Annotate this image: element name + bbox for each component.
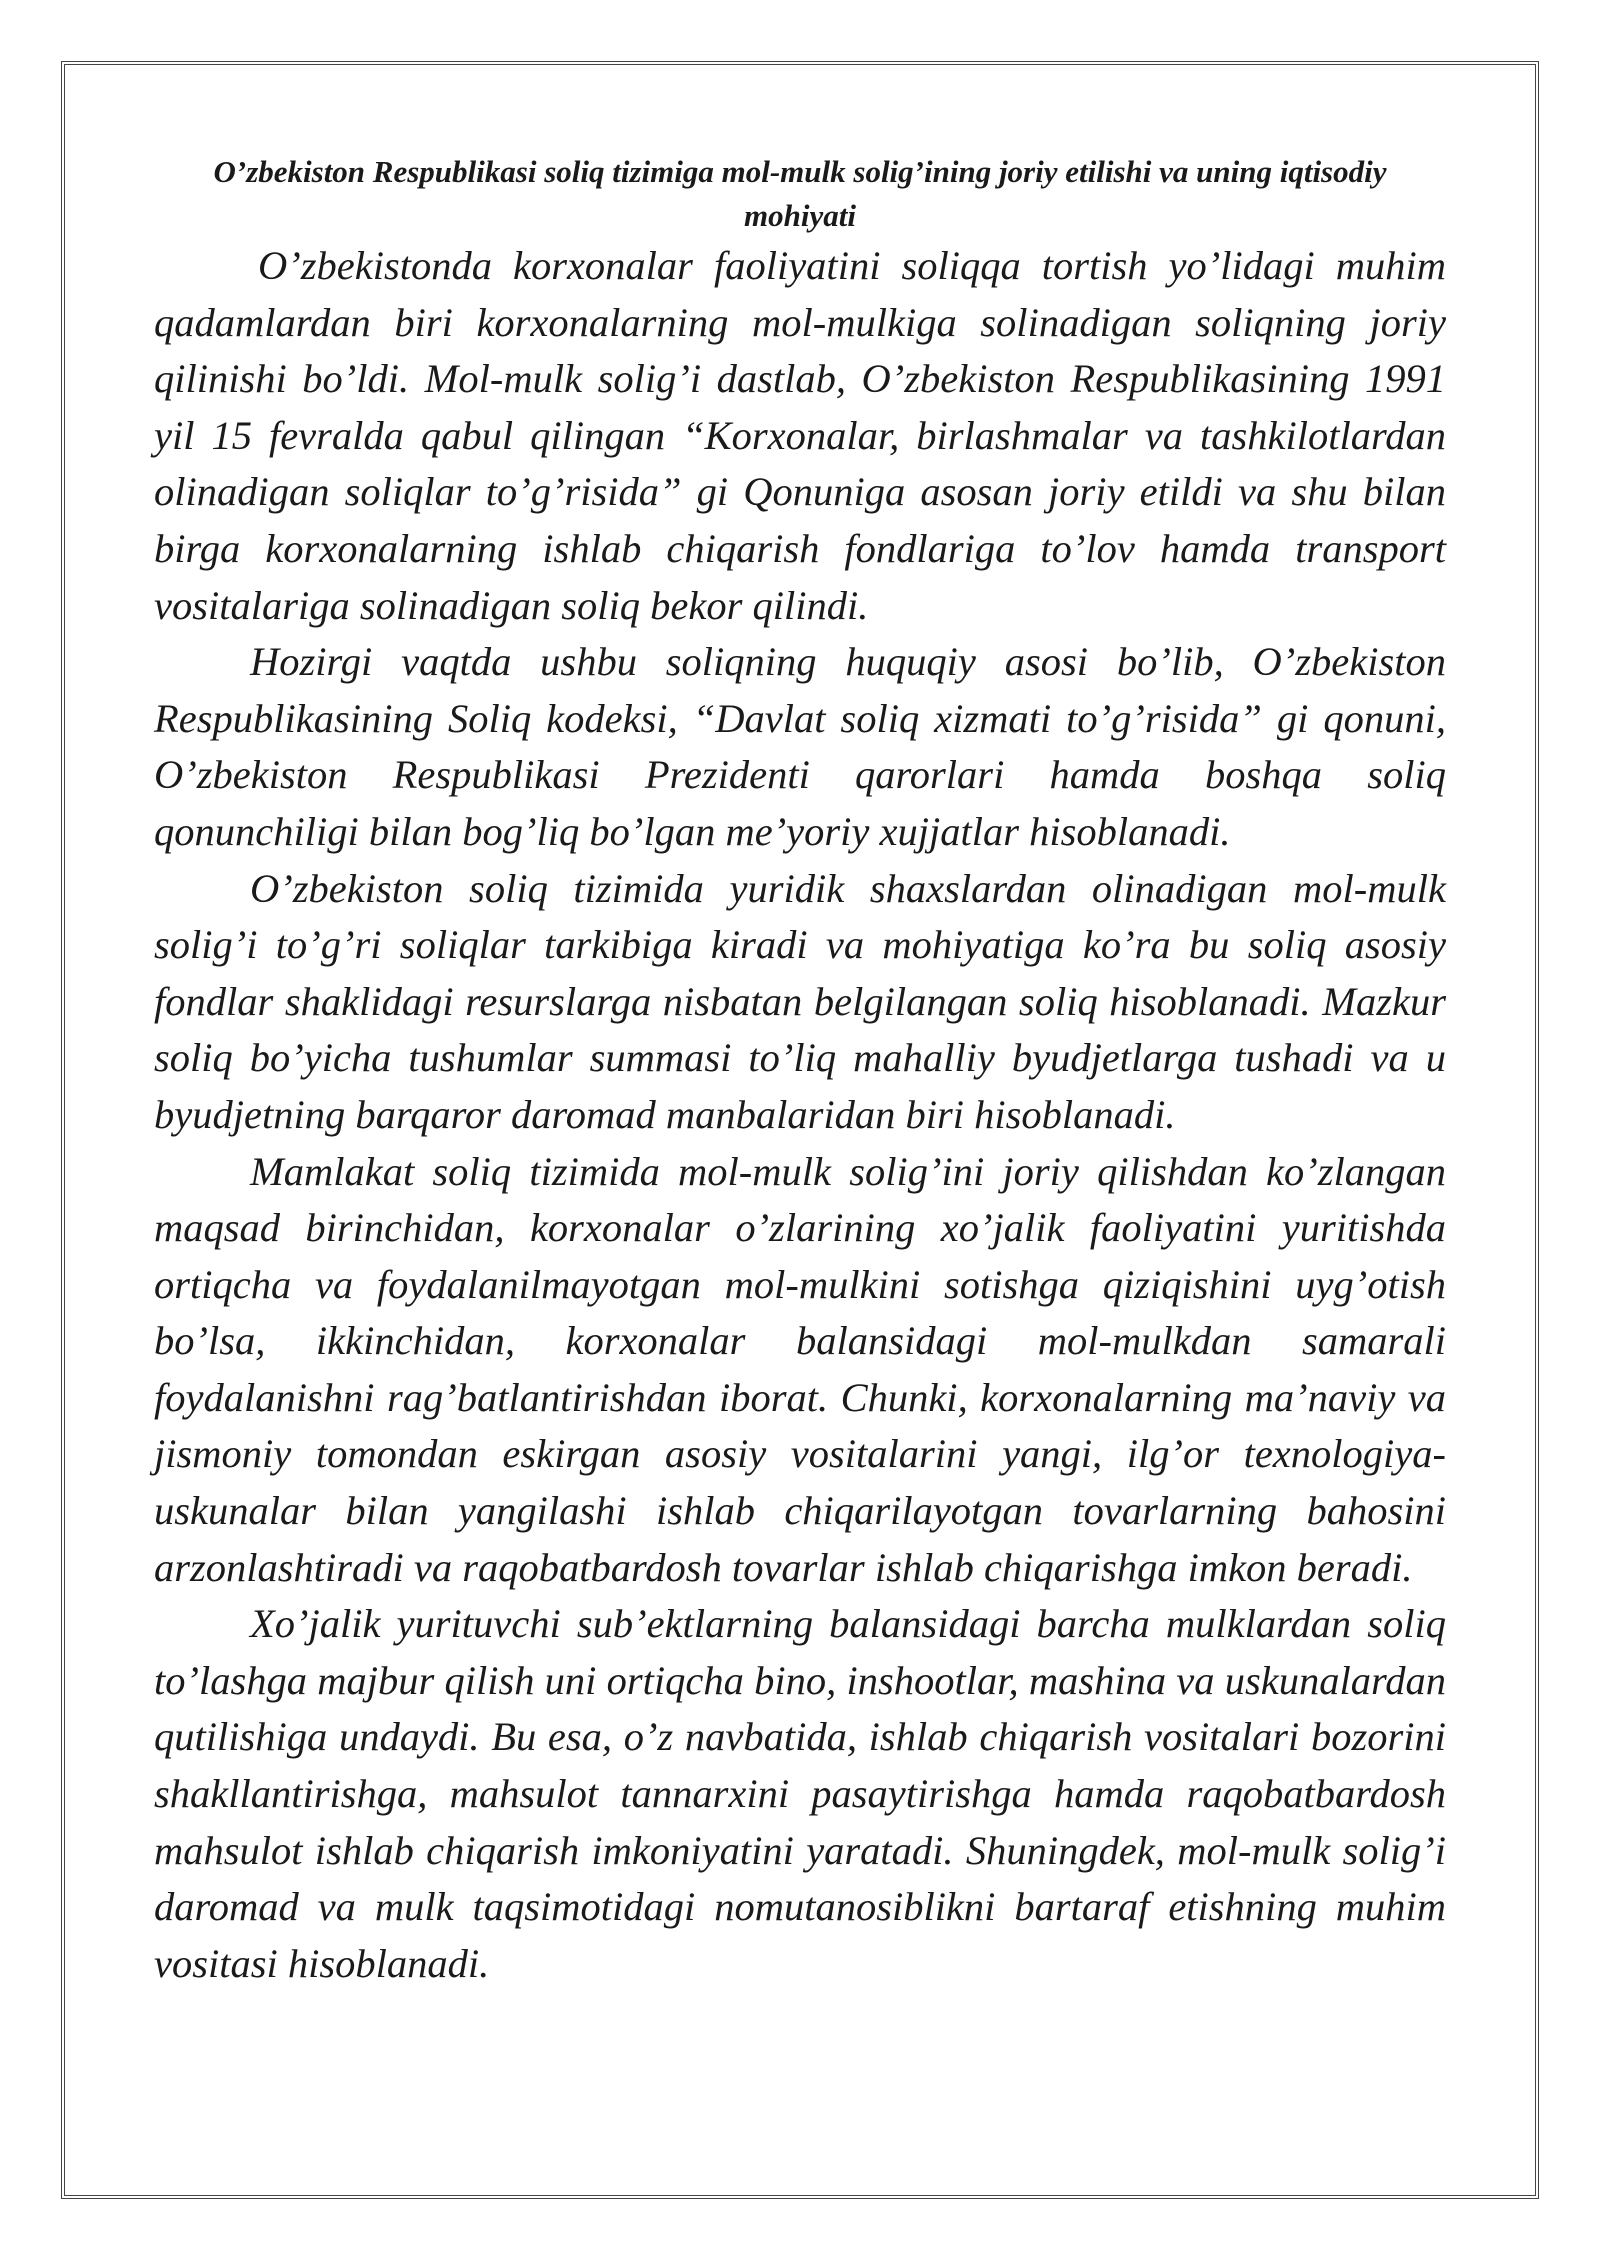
paragraph-2: Hozirgi vaqtda ushbu soliqning huquqiy asosi bo’lib, O’zbekiston Respublikasining Soliq kodeksi, “Davlat soliq xizmati to’g’risida” gi qonuni, O’zbekiston Respublikasi Prezidenti qarorlari hamda boshqa soliq qonunchiligi bilan bog’liq bo’lgan me’yoriy xujjatlar hisoblanadi.	[154, 639, 1446, 854]
document-body	[154, 150, 1446, 1992]
document-title: O’zbekiston Respublikasi soliq tizimiga mol-mulk solig’ining joriy etilishi va uning iqtisodiy mohiyati	[213, 154, 1387, 233]
paragraph-1: O’zbekistonda korxonalar faoliyatini soliqqa tortish yo’lidagi muhim qadamlardan biri korxonalarning mol-mulkiga solinadigan soliqning joriy qilinishi bo’ldi. Mol-mulk solig’i dastlab, O’zbekiston Respublikasining 1991 yil 15 fevralda qabul qilingan “Korxonalar, birlashmalar va tashkilotlardan olinadigan soliqlar to’g’risida” gi Qonuniga asosan joriy etildi va shu bilan birga korxonalarning ishlab chiqarish fondlariga to’lov hamda transport vositalariga solinadigan soliq bekor qilindi.	[154, 243, 1446, 628]
paragraph-4: Mamlakat soliq tizimida mol-mulk solig’ini joriy qilishdan ko’zlangan maqsad birinchidan, korxonalar o’zlarining xo’jalik faoliyatini yuritishda ortiqcha va foydalanilmayotgan mol-mulkini sotishga qiziqishini uyg’otish bo’lsa, ikkinchidan, korxonalar balansidagi mol-mulkdan samarali foydalanishni rag’batlantirishdan iborat. Chunki, korxonalarning ma’naviy va jismoniy tomondan eskirgan asosiy vositalarini yangi, ilg’or texnologiya-uskunalar bilan yangilashi ishlab chiqarilayotgan tovarlarning bahosini arzonlashtiradi va raqobatbardosh tovarlar ishlab chiqarishga imkon beradi.	[154, 1148, 1446, 1590]
paragraph-3: O’zbekiston soliq tizimida yuridik shaxslardan olinadigan mol-mulk solig’i to’g’ri soliqlar tarkibiga kiradi va mohiyatiga ko’ra bu soliq asosiy fondlar shaklidagi resurslarga nisbatan belgilangan soliq hisoblanadi. Mazkur soliq bo’yicha tushumlar summasi to’liq mahalliy byudjetlarga tushadi va u byudjetning barqaror daromad manbalaridan biri hisoblanadi.	[154, 865, 1446, 1137]
paragraph-5: Xo’jalik yurituvchi sub’ektlarning balansidagi barcha mulklardan soliq to’lashga majbur qilish uni ortiqcha bino, inshootlar, mashina va uskunalardan qutilishiga undaydi. Bu esa, o’z navbatida, ishlab chiqarish vositalari bozorini shakllantirishga, mahsulot tannarxini pasaytirishga hamda raqobatbardosh mahsulot ishlab chiqarish imkoniyatini yaratadi. Shuningdek, mol-mulk solig’i daromad va mulk taqsimotidagi nomutanosiblikni bartaraf etishning muhim vositasi hisoblanadi.	[154, 1601, 1446, 1986]
